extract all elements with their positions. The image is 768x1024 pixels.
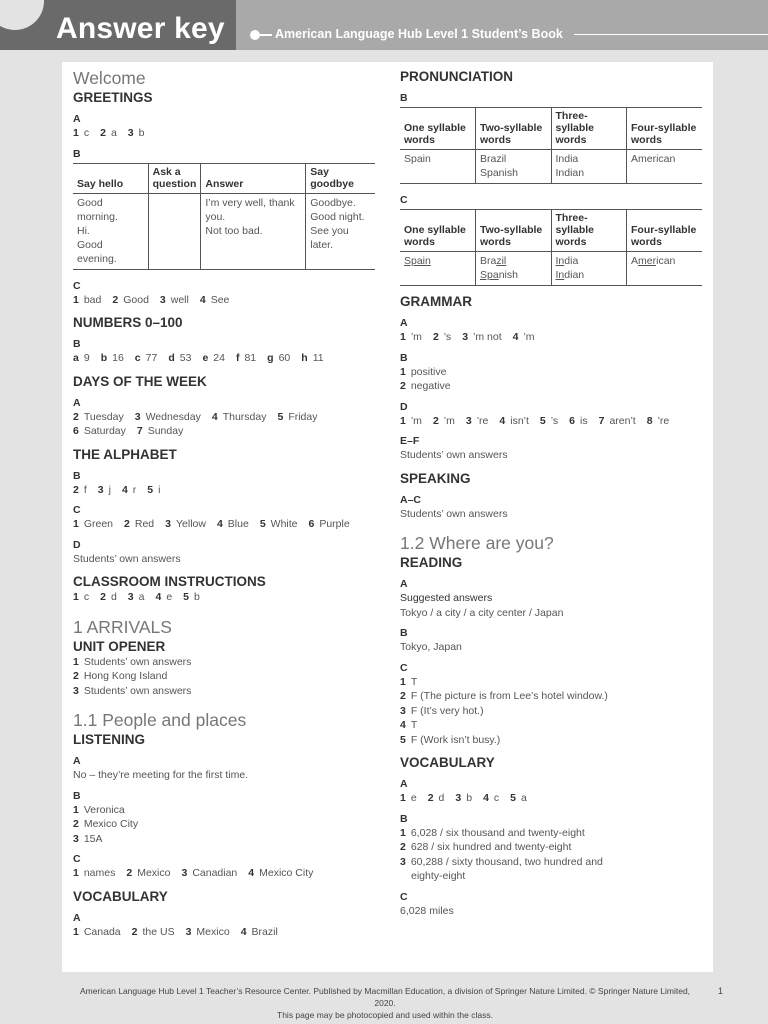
- answer-line: 2 Mexico City: [73, 818, 139, 830]
- answer-line: 6,028 miles: [400, 904, 454, 917]
- exercise-label: C: [73, 853, 81, 865]
- answer-line: 2 F (The picture is from Lee’s hotel window.): [400, 690, 608, 702]
- page-title: Answer key: [56, 12, 225, 45]
- section-people-places: 1.1 People and places: [73, 710, 247, 730]
- heading-greetings: GREETINGS: [73, 90, 153, 105]
- table-cell: India Indian: [551, 252, 627, 286]
- header-bar: [0, 0, 768, 50]
- table-cell: Spain: [400, 252, 476, 286]
- footer-line: American Language Hub Level 1 Teacher’s Resource Center. Published by Macmillan Education, a division of Springer Nature Limited. © Springer Nature Limited, 2020.: [79, 986, 691, 1008]
- dash-decoration: [260, 34, 272, 36]
- answer-line: Students’ own answers: [400, 449, 508, 461]
- answer-line: Students’ own answers: [400, 507, 508, 520]
- syllable-table-c: [400, 209, 702, 286]
- exercise-label: C: [400, 661, 408, 674]
- table-cell: Good morning. Hi. Good evening.: [73, 193, 148, 269]
- table-cell: India Indian: [551, 150, 627, 184]
- exercise-label: A: [400, 578, 408, 590]
- section-welcome: Welcome: [73, 68, 146, 88]
- exercise-label: C: [73, 504, 81, 516]
- exercise-label: A–C: [400, 493, 422, 506]
- table-header: Say goodbye: [306, 163, 375, 193]
- answer-line: 3 15A: [73, 832, 103, 845]
- heading-vocabulary-2: VOCABULARY: [400, 755, 495, 770]
- table-header: Three-syllable words: [551, 210, 627, 252]
- footer-copyright: [70, 985, 700, 1021]
- footer-line: This page may be photocopied and used within the class.: [277, 1010, 493, 1020]
- answer-line: Students’ own answers: [73, 552, 181, 565]
- table-cell: I’m very well, thank you. Not too bad.: [201, 193, 306, 269]
- answer-line: 1 Green 2 Red 3 Yellow 4 Blue 5 White 6 Purple: [73, 518, 350, 530]
- answer-list: [73, 655, 375, 699]
- answer-line: 1 ’m 2 ’s 3 ’m not 4 ’m: [400, 331, 535, 343]
- table-header: Say hello: [73, 163, 148, 193]
- exercise-label: D: [73, 538, 81, 551]
- right-column: [400, 68, 702, 918]
- answer-line: 1 ’m 2 ’m 3 ’re 4 isn’t 5 ’s 6 is 7 aren’t 8 ’re: [400, 414, 670, 427]
- answer-line: 3 Students’ own answers: [73, 684, 192, 697]
- heading-grammar: GRAMMAR: [400, 294, 472, 309]
- exercise-label: B: [73, 147, 81, 160]
- answer-line: 1 e 2 d 3 b 4 c 5 a: [400, 792, 527, 804]
- heading-speaking: SPEAKING: [400, 470, 471, 486]
- table-header: Answer: [201, 163, 306, 193]
- answer-line: 1 c 2 d 3 a 4 e 5 b: [73, 591, 200, 603]
- table-header: One syllable words: [400, 210, 476, 252]
- answer-line: No – they’re meeting for the first time.: [73, 769, 249, 781]
- answer-line: eighty-eight: [411, 870, 466, 882]
- exercise-label: A: [73, 911, 81, 924]
- table-header: One syllable words: [400, 108, 476, 150]
- answer-line: 1 names 2 Mexico 3 Canadian 4 Mexico City: [73, 867, 314, 879]
- heading-alphabet: THE ALPHABET: [73, 446, 177, 462]
- answer-line: 1 T: [400, 675, 418, 688]
- answer-line: 5 F (Work isn’t busy.): [400, 733, 501, 746]
- answer-line: Tokyo, Japan: [400, 641, 462, 653]
- table-header: Four-syllable words: [627, 210, 703, 252]
- answer-line: 2 Tuesday 3 Wednesday 4 Thursday 5 Friday: [73, 410, 318, 423]
- table-cell: Goodbye. Good night. See you later.: [306, 193, 375, 269]
- table-cell: Spain: [400, 150, 476, 184]
- exercise-label: B: [73, 469, 81, 482]
- answer-list: [73, 803, 375, 847]
- exercise-label: B: [400, 627, 408, 639]
- exercise-label: C: [73, 279, 81, 292]
- page-number: 1: [718, 986, 724, 996]
- answer-line: 1 Students’ own answers: [73, 655, 192, 668]
- exercise-label: C: [400, 890, 408, 903]
- answer-line: a 9 b 16 c 77 d 53 e 24 f 81 g 60 h 11: [73, 352, 324, 364]
- heading-reading: READING: [400, 555, 463, 570]
- heading-classroom: CLASSROOM INSTRUCTIONS: [73, 574, 266, 589]
- exercise-label: B: [400, 812, 408, 825]
- left-column: [73, 68, 375, 939]
- exercise-label: A: [400, 778, 408, 790]
- exercise-label: A: [73, 396, 81, 409]
- answer-line: 2 negative: [400, 380, 451, 392]
- heading-days: DAYS OF THE WEEK: [73, 373, 207, 389]
- table-cell: [148, 193, 201, 269]
- book-title: American Language Hub Level 1 Student’s Book: [275, 27, 563, 41]
- exercise-label: A: [73, 113, 81, 125]
- table-cell: Brazil Spanish: [476, 150, 552, 184]
- exercise-label: B: [73, 789, 81, 802]
- section-arrivals: 1 ARRIVALS: [73, 616, 172, 637]
- answer-line: 1 Canada 2 the US 3 Mexico 4 Brazil: [73, 925, 278, 938]
- exercise-label: C: [400, 194, 408, 206]
- answer-line: Tokyo / a city / a city center / Japan: [400, 606, 564, 619]
- answer-line: 1 c 2 a 3 b: [73, 127, 145, 139]
- answer-line: 1 bad 2 Good 3 well 4 See: [73, 293, 230, 306]
- heading-listening: LISTENING: [73, 732, 146, 747]
- answer-line: 6 Saturday 7 Sunday: [73, 425, 184, 437]
- answer-line: 3 60,288 / sixty thousand, two hundred and: [400, 855, 603, 868]
- exercise-label: B: [400, 92, 408, 104]
- table-header: Three-syllable words: [551, 108, 627, 150]
- answer-line: 1 positive: [400, 365, 447, 378]
- table-header: Two-syllable words: [476, 210, 552, 252]
- table-cell: American: [627, 150, 703, 184]
- exercise-label: A: [400, 317, 408, 329]
- exercise-label: A: [73, 755, 81, 767]
- exercise-label: E–F: [400, 435, 420, 447]
- heading-vocabulary: VOCABULARY: [73, 888, 168, 904]
- heading-unit-opener: UNIT OPENER: [73, 638, 166, 654]
- answer-list: [400, 675, 702, 748]
- syllable-table-b: [400, 107, 702, 184]
- answer-line: 1 Veronica: [73, 803, 125, 816]
- exercise-label: B: [73, 338, 81, 350]
- table-cell: American: [627, 252, 703, 286]
- table-header: Two-syllable words: [476, 108, 552, 150]
- answer-list: [400, 365, 702, 394]
- table-header: Four-syllable words: [627, 108, 703, 150]
- heading-numbers: NUMBERS 0–100: [73, 315, 183, 330]
- answer-line: 2 f 3 j 4 r 5 i: [73, 483, 161, 496]
- section-where-are-you: 1.2 Where are you?: [400, 533, 554, 553]
- bullet-icon: [250, 30, 260, 40]
- header-rule: [574, 34, 768, 35]
- table-cell: Brazil Spanish: [476, 252, 552, 286]
- greetings-table: [73, 163, 375, 270]
- answer-sheet: [62, 62, 713, 972]
- heading-pronunciation: PRONUNCIATION: [400, 69, 513, 84]
- answer-line: 2 Hong Kong Island: [73, 670, 168, 682]
- answer-line: 1 6,028 / six thousand and twenty-eight: [400, 826, 585, 839]
- answer-line: 3 F (It’s very hot.): [400, 704, 484, 717]
- answer-line: 2 628 / six hundred and twenty-eight: [400, 841, 572, 853]
- table-header: Ask a question: [148, 163, 201, 193]
- exercise-label: B: [400, 351, 408, 364]
- exercise-label: D: [400, 400, 408, 413]
- answer-subhead: Suggested answers: [400, 592, 493, 604]
- answer-line: 4 T: [400, 719, 418, 731]
